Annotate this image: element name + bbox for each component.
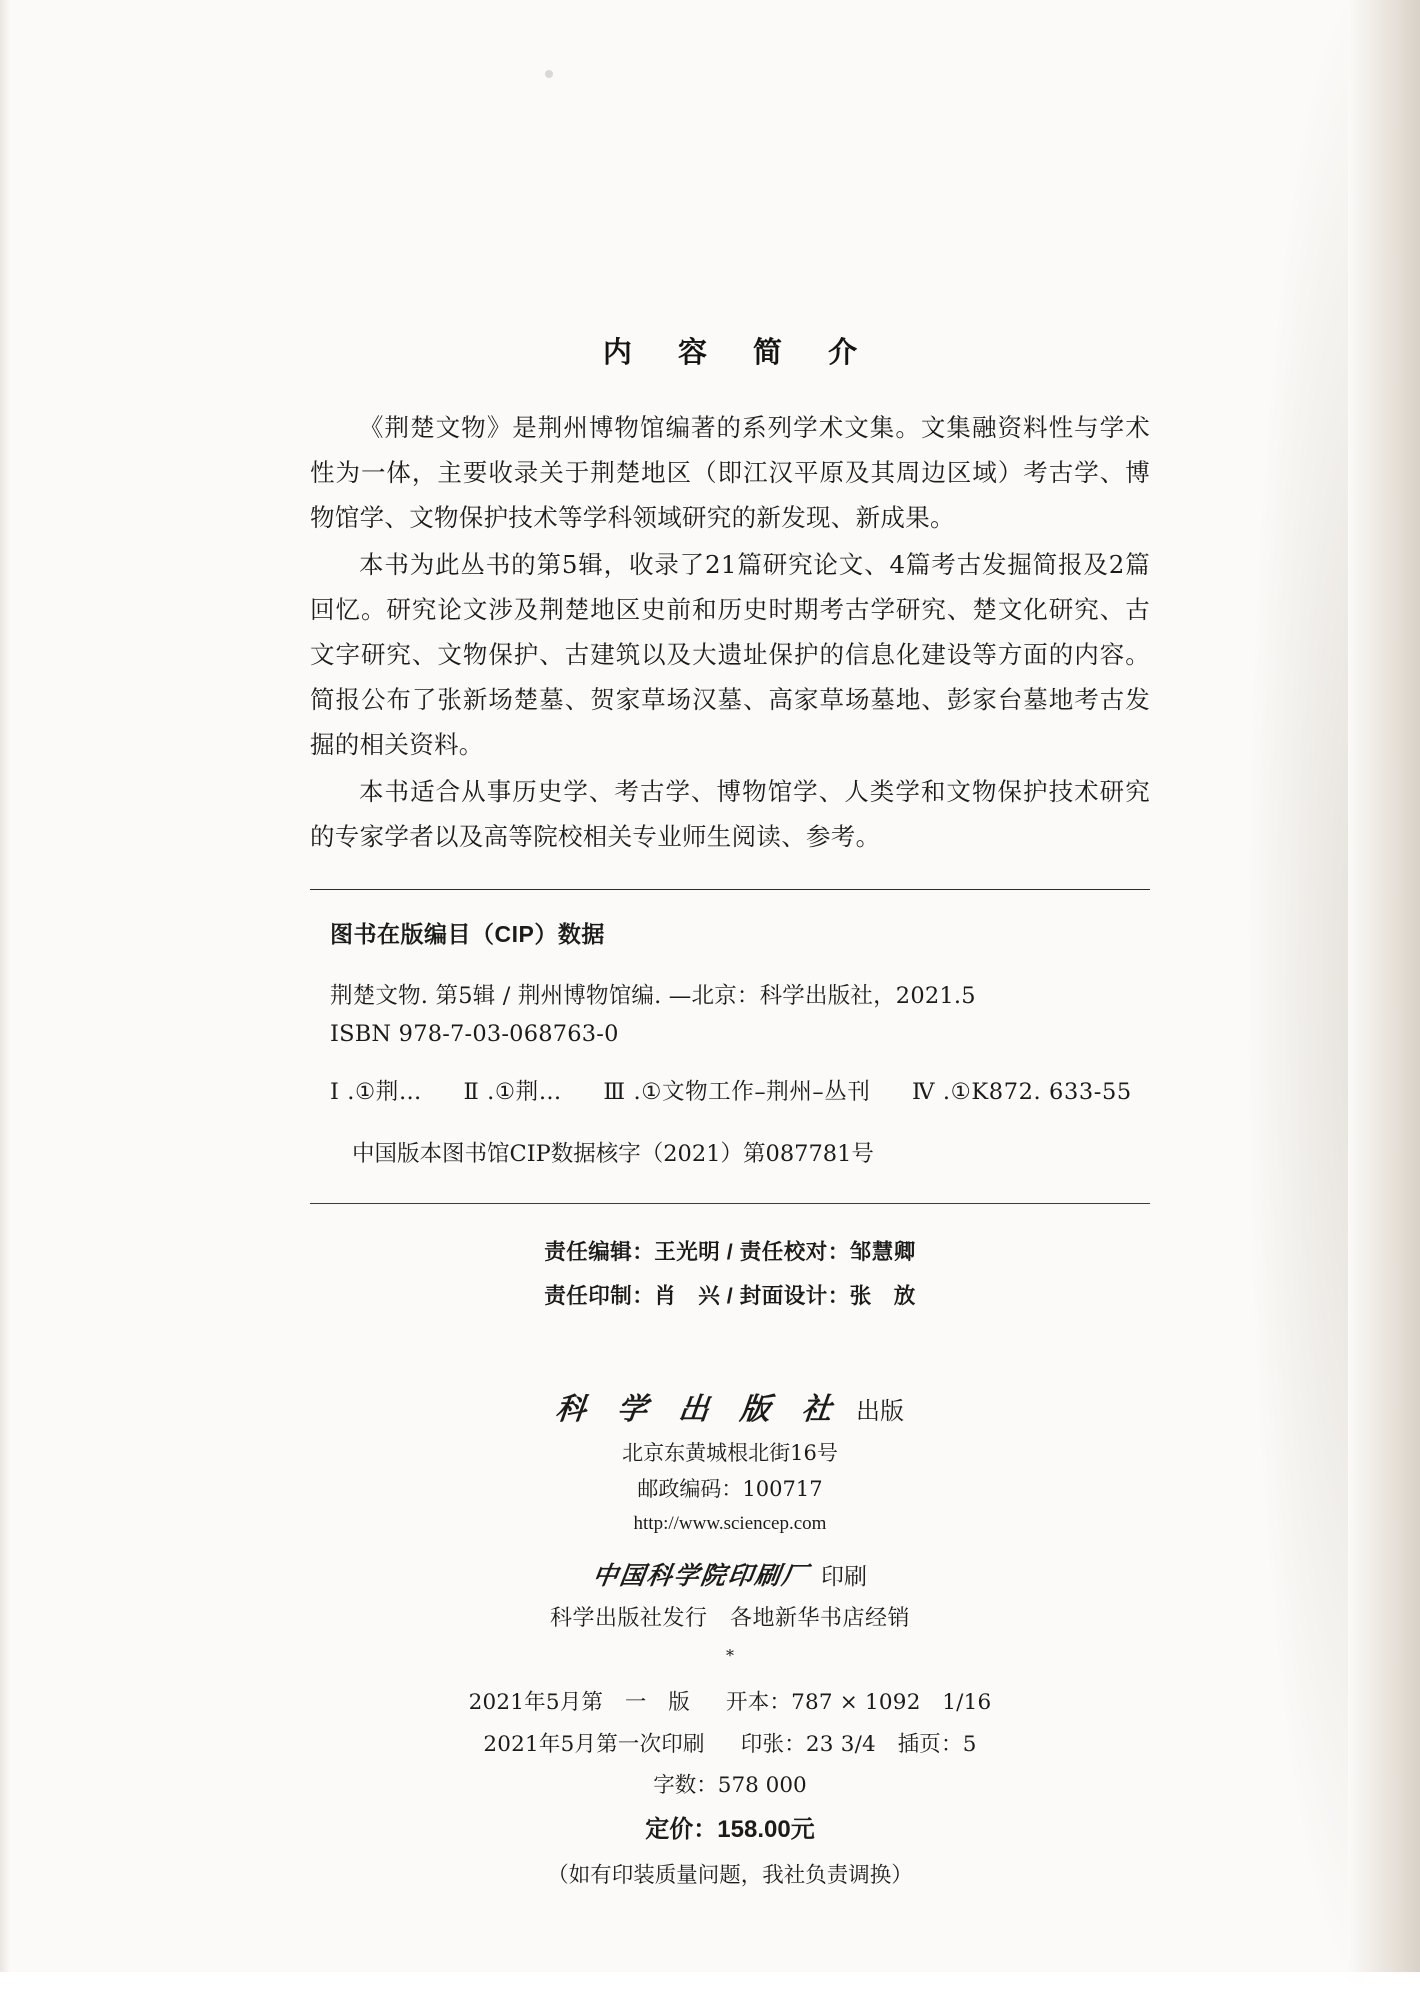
publisher-block — [310, 1384, 1150, 1670]
imprint-edition-right: 开本：787 × 1092 1/16 — [726, 1690, 992, 1715]
publisher-logo-suffix: 出版 — [856, 1397, 904, 1425]
cip-block — [310, 916, 1150, 1173]
publisher-url: http://www.sciencep.com — [633, 1513, 827, 1534]
credits-line-editor: 责任编辑：王光明 / 责任校对：邹慧卿 — [544, 1240, 916, 1264]
scan-speck — [545, 70, 553, 78]
imprint-edition-row — [310, 1682, 1150, 1724]
separator-asterisk: * — [726, 1646, 734, 1665]
credits-block — [310, 1230, 1150, 1318]
publisher-logo-row — [310, 1384, 1150, 1428]
imprint-printing-right: 印张：23 3/4 插页：5 — [740, 1732, 977, 1757]
imprint-printing-row — [310, 1724, 1150, 1766]
abstract-paragraph: 《荆楚文物》是荆州博物馆编著的系列学术文集。文集融资料性与学术性为一体，主要收录关于荆楚地区（即江汉平原及其周边区域）考古学、博物馆学、文物保护技术等学科领域研究的新发现、新成果。 — [310, 413, 1150, 532]
cip-class-item-3: Ⅲ .①文物工作–荆州–丛刊 — [603, 1079, 871, 1105]
cip-heading: 图书在版编目（CIP）数据 — [330, 921, 605, 947]
credits-line-printing: 责任印制：肖 兴 / 封面设计：张 放 — [544, 1284, 916, 1308]
abstract-block — [310, 405, 1150, 859]
publisher-zip: 邮政编码：100717 — [637, 1477, 823, 1501]
abstract-paragraph: 本书为此丛书的第5辑，收录了21篇研究论文、4篇考古发掘简报及2篇回忆。研究论文涉及荆楚地区史前和历史时期考古学研究、楚文化研究、古文字研究、文物保护、古建筑以及大遗址保护的信息化建设等方面的内容。简报公布了张新场楚墓、贺家草场汉墓、高家草场墓地、彭家台墓地考古发掘的相关资料。 — [310, 550, 1150, 759]
cip-class-item-4: Ⅳ .①K872. 633-55 — [912, 1079, 1132, 1105]
publisher-address: 北京东黄城根北街16号 — [622, 1441, 838, 1465]
imprint-printing-left: 2021年5月第一次印刷 — [483, 1732, 705, 1757]
publisher-logo: 科 学 出 版 社 — [553, 1393, 846, 1426]
divider-bottom — [310, 1203, 1150, 1204]
cip-isbn: ISBN 978-7-03-068763-0 — [330, 1021, 619, 1047]
imprint-edition-left: 2021年5月第 一 版 — [468, 1690, 690, 1715]
distribution-line: 科学出版社发行 各地新华书店经销 — [549, 1606, 910, 1631]
cip-core-number: 中国版本图书馆CIP数据核字（2021）第087781号 — [352, 1141, 874, 1167]
imprint-word-count: 字数：578 000 — [653, 1773, 807, 1798]
cip-class-item-1: Ⅰ .①荆… — [330, 1079, 422, 1105]
cip-spacer — [310, 1053, 1150, 1073]
imprint-block — [310, 1682, 1150, 1898]
page-title: 内 容 简 介 — [602, 335, 876, 369]
cip-title-line: 荆楚文物. 第5辑 / 荆州博物馆编. —北京：科学出版社，2021.5 — [330, 983, 976, 1009]
divider-top — [310, 889, 1150, 890]
printer-logo: 中国科学院印刷厂 — [590, 1563, 811, 1590]
cip-class-item-2: Ⅱ .①荆… — [463, 1079, 562, 1105]
page-content — [310, 330, 1150, 1898]
cip-classification — [330, 1073, 1150, 1111]
imprint-price: 定价：158.00元 — [645, 1816, 815, 1843]
printer-row — [310, 1556, 1150, 1592]
imprint-quality-note: （如有印装质量问题，我社负责调换） — [547, 1863, 913, 1888]
printer-logo-suffix: 印刷 — [821, 1564, 867, 1590]
abstract-paragraph: 本书适合从事历史学、考古学、博物馆学、人类学和文物保护技术研究的专家学者以及高等院校相关专业师生阅读、参考。 — [310, 777, 1150, 851]
